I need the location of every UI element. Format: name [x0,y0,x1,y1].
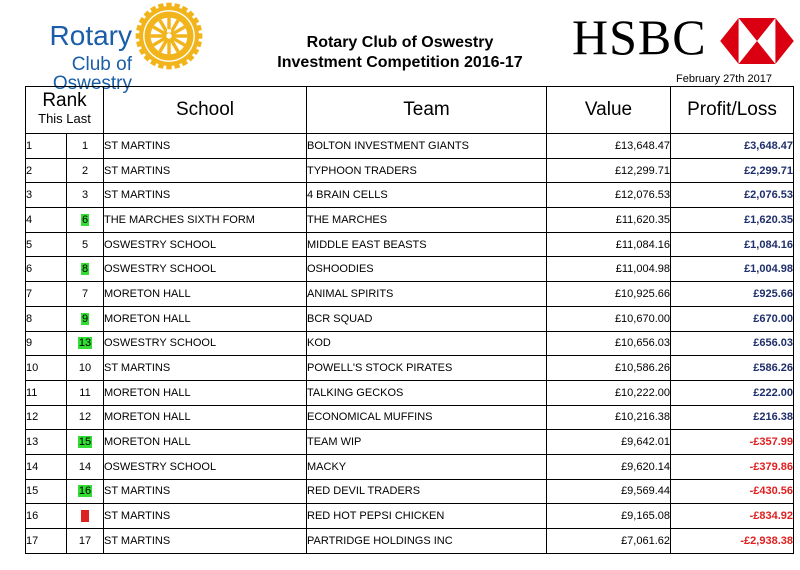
page-title [225,33,575,73]
profit-loss-cell: £1,084.16 [671,232,794,257]
table-row [26,232,794,257]
table-row [26,306,794,331]
rank-last-cell [67,479,104,504]
rank-last: 3 [81,189,89,202]
rank-last-cell [67,356,104,381]
rank-last-cell [67,529,104,554]
table-row [26,158,794,183]
rank-last-cell [67,282,104,307]
report-date: February 27th 2017 [676,73,773,85]
value-cell: £10,670.00 [547,306,671,331]
table-header-row [26,87,794,134]
team-cell: ANIMAL SPIRITS [307,282,547,307]
rank-this: 14 [26,454,67,479]
rank-this: 11 [26,380,67,405]
team-cell: POWELL'S STOCK PIRATES [307,356,547,381]
value-cell: £10,216.38 [547,405,671,430]
rank-this: 5 [26,232,67,257]
school-cell: OSWESTRY SCHOOL [104,232,307,257]
table-row [26,282,794,307]
header-value: Value [547,87,671,134]
rank-last: 8 [81,263,89,276]
school-cell: ST MARTINS [104,504,307,529]
school-cell: ST MARTINS [104,183,307,208]
rank-last: 17 [78,534,92,547]
profit-loss-cell: £2,076.53 [671,183,794,208]
header-school: School [104,87,307,134]
table-row [26,356,794,381]
school-cell: ST MARTINS [104,529,307,554]
value-cell: £10,656.03 [547,331,671,356]
school-cell: ST MARTINS [104,479,307,504]
team-cell: KOD [307,331,547,356]
rank-last-cell [67,208,104,233]
team-cell: 4 BRAIN CELLS [307,183,547,208]
value-cell: £7,061.62 [547,529,671,554]
table-body [26,134,794,554]
rank-last-cell [67,306,104,331]
rotary-club-name: Club of Oswestry [52,54,132,94]
table-row [26,454,794,479]
rank-last-cell [67,257,104,282]
profit-loss-cell: £925.66 [671,282,794,307]
school-cell: OSWESTRY SCHOOL [104,257,307,282]
header-rank-sub: This Last [38,111,91,126]
header-team: Team [307,87,547,134]
rank-last: 6 [81,213,89,226]
team-cell: PARTRIDGE HOLDINGS INC [307,529,547,554]
rank-this: 7 [26,282,67,307]
rank-last-cell [67,134,104,159]
profit-loss-cell: £3,648.47 [671,134,794,159]
rank-this: 13 [26,430,67,455]
profit-loss-cell: £1,620.35 [671,208,794,233]
team-cell: BCR SQUAD [307,306,547,331]
value-cell: £13,648.47 [547,134,671,159]
rank-this: 4 [26,208,67,233]
team-cell: RED HOT PEPSI CHICKEN [307,504,547,529]
rank-this: 9 [26,331,67,356]
value-cell: £9,642.01 [547,430,671,455]
rank-last-cell [67,158,104,183]
team-cell: TEAM WIP [307,430,547,455]
table-row [26,208,794,233]
school-cell: ST MARTINS [104,134,307,159]
profit-loss-cell: £586.26 [671,356,794,381]
team-cell: OSHOODIES [307,257,547,282]
table-row [26,257,794,282]
rank-last: 14 [78,460,92,473]
profit-loss-cell: £2,299.71 [671,158,794,183]
school-cell: ST MARTINS [104,356,307,381]
header-rank [26,87,104,134]
rank-this: 15 [26,479,67,504]
value-cell: £9,569.44 [547,479,671,504]
table-row [26,183,794,208]
rank-last: 15 [78,436,92,449]
team-cell: TALKING GECKOS [307,380,547,405]
school-cell: THE MARCHES SIXTH FORM [104,208,307,233]
rotary-wheel-icon [135,2,203,70]
value-cell: £9,165.08 [547,504,671,529]
rank-this: 8 [26,306,67,331]
value-cell: £10,925.66 [547,282,671,307]
table-row [26,504,794,529]
profit-loss-cell: £656.03 [671,331,794,356]
hsbc-hexagon-icon [720,18,794,64]
school-cell: OSWESTRY SCHOOL [104,331,307,356]
table-row [26,479,794,504]
rank-last: 1 [81,139,89,152]
rank-last-cell [67,183,104,208]
table-row [26,430,794,455]
profit-loss-cell: -£2,938.38 [671,529,794,554]
rank-last-cell [67,232,104,257]
school-cell: ST MARTINS [104,158,307,183]
rankings-table [25,86,794,554]
rank-last: 10 [78,362,92,375]
title-line-1: Rotary Club of Oswestry [306,34,494,51]
table-row [26,529,794,554]
table-row [26,134,794,159]
value-cell: £11,004.98 [547,257,671,282]
rotary-logo-text [4,22,132,93]
rank-last-cell [67,430,104,455]
header-rank-label: Rank [42,90,87,111]
team-cell: RED DEVIL TRADERS [307,479,547,504]
rank-last: 16 [78,485,92,498]
value-cell: £11,084.16 [547,232,671,257]
profit-loss-cell: £216.38 [671,405,794,430]
header-profit-loss: Profit/Loss [671,87,794,134]
school-cell: MORETON HALL [104,430,307,455]
rank-this: 3 [26,183,67,208]
rank-last: 5 [81,238,89,251]
value-cell: £10,222.00 [547,380,671,405]
profit-loss-cell: £1,004.98 [671,257,794,282]
rank-last: 13 [78,337,92,350]
school-cell: OSWESTRY SCHOOL [104,454,307,479]
team-cell: MACKY [307,454,547,479]
rank-last-cell [67,504,104,529]
school-cell: MORETON HALL [104,380,307,405]
rank-last-cell [67,405,104,430]
rank-last-cell [67,454,104,479]
school-cell: MORETON HALL [104,405,307,430]
value-cell: £12,076.53 [547,183,671,208]
rank-this: 16 [26,504,67,529]
rank-last: 2 [81,164,89,177]
table-row [26,331,794,356]
rank-last: 12 [78,411,92,424]
profit-loss-cell: -£834.92 [671,504,794,529]
profit-loss-cell: -£379.86 [671,454,794,479]
school-cell: MORETON HALL [104,306,307,331]
team-cell: ECONOMICAL MUFFINS [307,405,547,430]
team-cell: MIDDLE EAST BEASTS [307,232,547,257]
profit-loss-cell: -£430.56 [671,479,794,504]
rank-last: 11 [79,386,91,399]
profit-loss-cell: £222.00 [671,380,794,405]
value-cell: £11,620.35 [547,208,671,233]
rank-this: 12 [26,405,67,430]
value-cell: £9,620.14 [547,454,671,479]
title-line-2: Investment Competition 2016-17 [277,54,523,71]
rank-this: 10 [26,356,67,381]
value-cell: £12,299.71 [547,158,671,183]
school-cell: MORETON HALL [104,282,307,307]
rank-last: 9 [81,312,89,325]
value-cell: £10,586.26 [547,356,671,381]
team-cell: TYPHOON TRADERS [307,158,547,183]
team-cell: THE MARCHES [307,208,547,233]
rank-this: 6 [26,257,67,282]
rank-this: 2 [26,158,67,183]
rank-last: 7 [81,287,89,300]
profit-loss-cell: £670.00 [671,306,794,331]
team-cell: BOLTON INVESTMENT GIANTS [307,134,547,159]
rank-last-cell [67,331,104,356]
table-row [26,380,794,405]
rotary-wordmark: Rotary [49,20,132,51]
hsbc-wordmark: HSBC [572,9,707,65]
rank-last: 4 [81,510,89,523]
rank-last-cell [67,380,104,405]
rank-this: 1 [26,134,67,159]
rank-this: 17 [26,529,67,554]
profit-loss-cell: -£357.99 [671,430,794,455]
table-row [26,405,794,430]
